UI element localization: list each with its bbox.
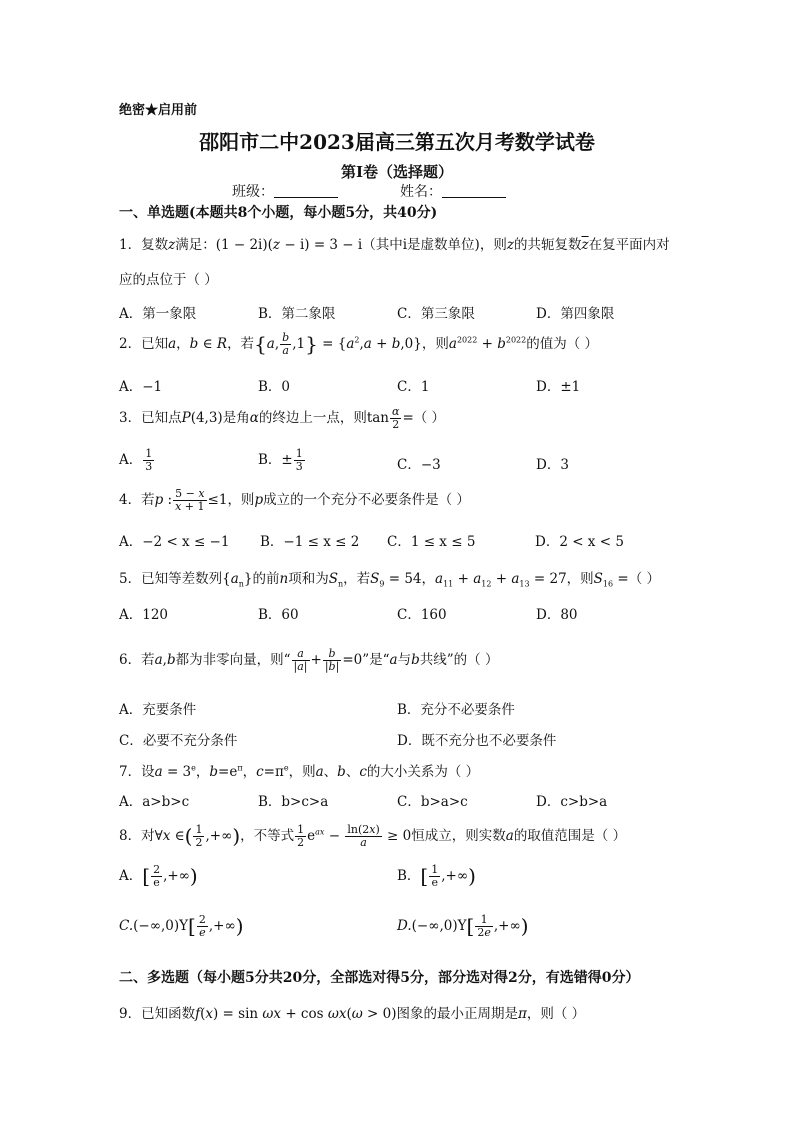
q8-option-c[interactable]: C.(−∞,0)Y[ $\frac{2}{e}$ ,+∞) — [119, 913, 244, 939]
question-5: 5．已知等差数列$\{a_n\}$的前n项和为$S_n$，若$S_9 = 54$，$a_{11} + a_{12} + a_{13} = 27$，则$S_{16}$ =（ ） — [119, 571, 661, 589]
q7-option-d[interactable]: D．c>b>a — [536, 794, 608, 810]
q3-option-a[interactable]: A． $\frac{1}{3}$ — [119, 447, 153, 473]
question-8: 8．对∀x ∈( $\frac{1}{2}$ ,+∞)，不等式 $\frac{1}{2}$ $e^{ax}$ − $\frac{\ln(2x)}{a}$ ≥ 0恒成立，则实数a的取值范围是（ ） — [119, 823, 627, 849]
question-7: 7．设$a = 3^e$，$b=e^\pi$，$c=\pi^e$，则a、b、c的大小关系为（ ） — [119, 763, 480, 780]
q1-option-c[interactable]: C．第三象限 — [397, 306, 475, 322]
section-heading-single: 一、单选题(本题共8个小题，每小题5分，共40分) — [119, 205, 438, 221]
question-1: 1．复数z满足：(1 − 2i)(z − i) = 3 − i（其中i是虚数单位)，则z的共轭复数$\overline{z}$在复平面内对 — [119, 237, 670, 253]
volume-title: 第Ⅰ卷（选择题） — [340, 163, 454, 181]
q3-option-c[interactable]: C．−3 — [397, 457, 441, 473]
question-6: 6．若a,b都为非零向量，则“ $\frac{a}{|a|}$ + $\frac{b}{|b|}$ =0”是“a与b共线”的（ ） — [119, 647, 499, 673]
question-2: 2．已知a，b ∈ R，若{a, $\frac{b}{a}$ $,1\} = \{a^2,a + b,0\}$，则$a^{2022} + b^{2022}$的值为（ ） — [119, 331, 599, 357]
question-4: 4．若p : $\frac{5 - x}{x + 1}$ ≤1，则p成立的一个充分不必要条件是（ ） — [119, 487, 470, 513]
name-blank — [442, 183, 506, 198]
q3-option-b[interactable]: B．± $\frac{1}{3}$ — [258, 447, 303, 473]
q4-option-a[interactable]: A．−2 < x ≤ −1 — [119, 534, 230, 550]
q8-option-b[interactable]: B．[ $\frac{1}{e}$ ,+∞) — [397, 863, 476, 889]
q7-option-a[interactable]: A．a>b>c — [119, 794, 190, 810]
q2-option-d[interactable]: D．±1 — [536, 379, 581, 395]
student-info — [232, 181, 506, 201]
q7-option-c[interactable]: C．b>a>c — [397, 794, 468, 810]
q5-option-a[interactable]: A．120 — [119, 607, 169, 623]
q5-option-b[interactable]: B．60 — [258, 607, 299, 623]
q4-option-c[interactable]: C．1 ≤ x ≤ 5 — [387, 534, 476, 550]
q8-option-d[interactable]: D.(−∞,0)Y[ $\frac{1}{2e}$ ,+∞) — [397, 913, 529, 939]
q4-option-d[interactable]: D．2 < x < 5 — [535, 534, 624, 550]
q2-option-a[interactable]: A．−1 — [119, 379, 163, 395]
q6-option-a[interactable]: A．充要条件 — [119, 702, 197, 718]
q1-option-a[interactable]: A．第一象限 — [119, 306, 197, 322]
class-label: 班级： — [232, 184, 274, 200]
name-label: 姓名： — [400, 184, 442, 200]
q6-option-c[interactable]: C．必要不充分条件 — [119, 733, 238, 749]
q7-option-b[interactable]: B．b>c>a — [258, 794, 329, 810]
question-9: 9．已知函数f(x) = sin ωx + cos ωx(ω > 0)图象的最小正周期是π，则（ ） — [119, 1006, 586, 1022]
q4-option-b[interactable]: B．−1 ≤ x ≤ 2 — [260, 534, 360, 550]
q2-option-b[interactable]: B．0 — [258, 379, 291, 395]
question-1-line2: 应的点位于（ ） — [119, 272, 218, 288]
exam-title: 邵阳市二中2023届高三第五次月考数学试卷 — [199, 130, 595, 154]
q6-option-b[interactable]: B．充分不必要条件 — [397, 702, 515, 718]
q5-option-c[interactable]: C．160 — [397, 607, 447, 623]
q1-option-b[interactable]: B．第二象限 — [258, 306, 336, 322]
q8-option-a[interactable]: A．[ $\frac{2}{e}$ ,+∞) — [119, 863, 198, 889]
q3-option-d[interactable]: D．3 — [536, 457, 569, 473]
confidential-label: 绝密★启用前 — [119, 103, 198, 118]
section-heading-multi: 二、多选题（每小题5分共20分，全部选对得5分，部分选对得2分，有选错得0分） — [119, 970, 640, 986]
q5-option-d[interactable]: D．80 — [536, 607, 578, 623]
q6-option-d[interactable]: D．既不充分也不必要条件 — [397, 733, 557, 749]
q2-option-c[interactable]: C．1 — [397, 379, 430, 395]
class-blank — [274, 183, 338, 198]
question-3: 3．已知点P(4,3)是角α的终边上一点，则tan $\frac{\alpha}{2}$ =（ ） — [119, 405, 446, 431]
q1-option-d[interactable]: D．第四象限 — [536, 306, 615, 322]
